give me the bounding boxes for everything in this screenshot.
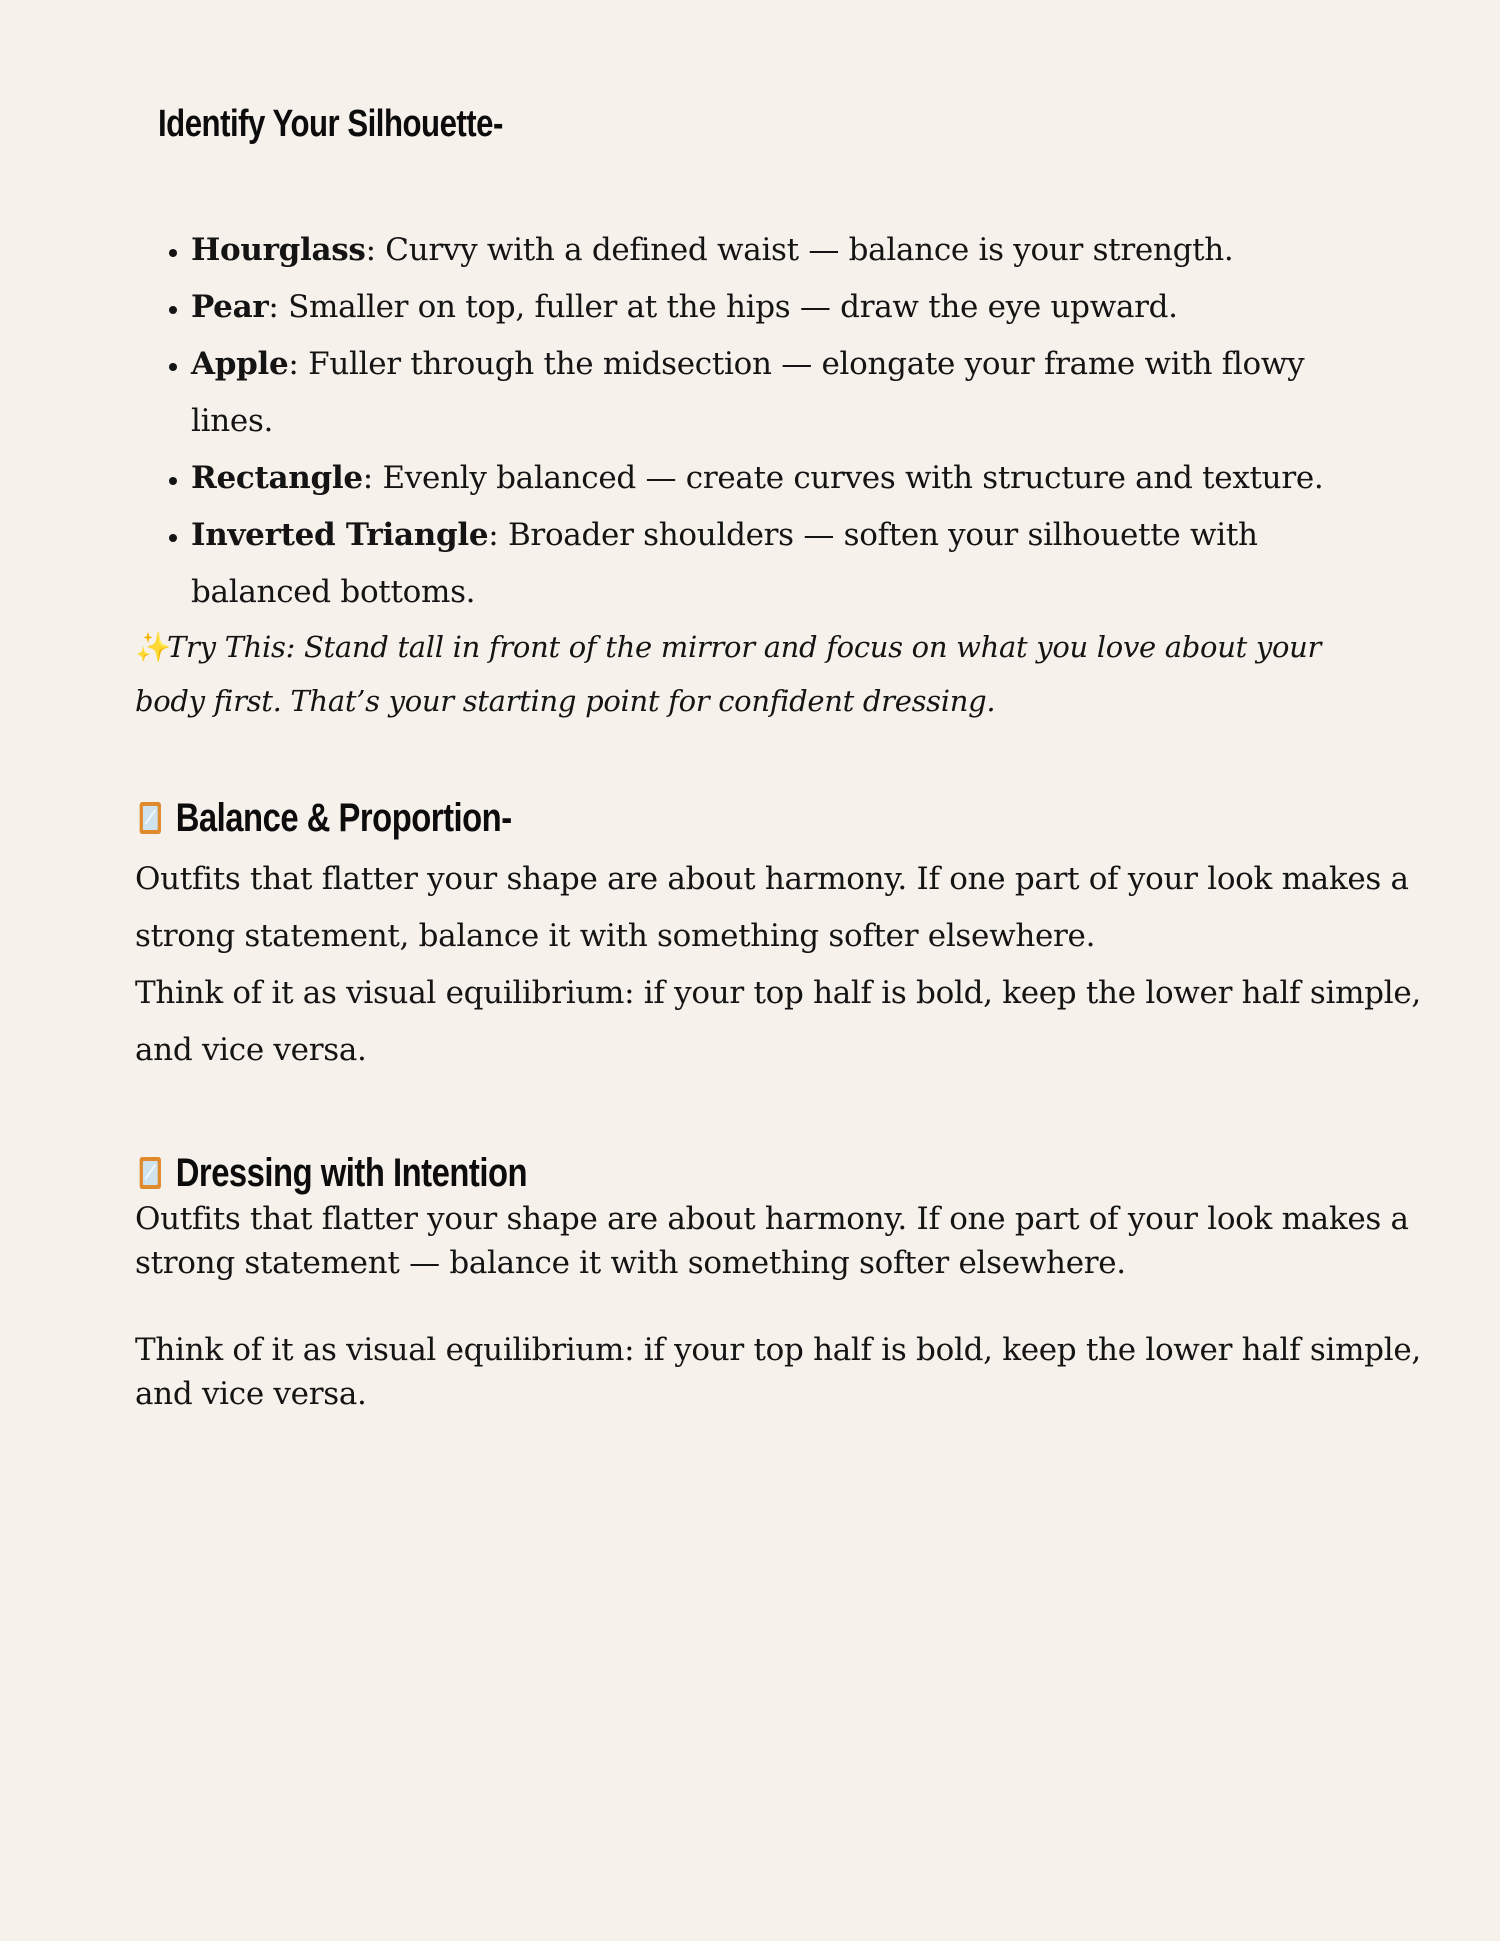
silhouette-heading: Identify Your Silhouette- — [158, 103, 503, 145]
balance-paragraph-1: Outfits that flatter your shape are about harmony. If one part of your look makes a strong statement, balance it with something softer elsewhere. — [135, 861, 1409, 954]
balance-heading: Balance & Proportion- — [175, 796, 512, 840]
shape-description: : Evenly balanced — create curves with structure and texture. — [362, 460, 1324, 496]
intention-heading: Dressing with Intention — [175, 1151, 528, 1195]
balance-heading-row — [138, 790, 512, 846]
shape-description: : Smaller on top, fuller at the hips — draw the eye upward. — [268, 289, 1178, 325]
shape-description: : Broader shoulders — soften your silhouette with balanced bottoms. — [191, 517, 1258, 610]
intention-heading-row — [138, 1145, 527, 1201]
shape-term-pear: Pear — [191, 289, 269, 325]
mirror-icon — [138, 800, 163, 836]
shape-description: : Curvy with a defined waist — balance is your strength. — [365, 232, 1234, 268]
tip-text: Try This: Stand tall in front of the mirror and focus on what you love about your body first. That’s your starting point for confident dressing. — [135, 630, 1322, 718]
shape-description: : Fuller through the midsection — elongate your frame with flowy lines. — [191, 346, 1305, 439]
shape-term-inverted-triangle: Inverted Triangle — [191, 517, 489, 553]
list-item — [191, 507, 1351, 621]
silhouette-list — [148, 222, 1351, 621]
balance-paragraph — [135, 851, 1425, 1079]
intention-paragraph-2: Think of it as visual equilibrium: if your top half is bold, keep the lower half simple, and vice versa. — [135, 1332, 1421, 1412]
shape-term-rectangle: Rectangle — [191, 460, 363, 496]
list-item — [191, 279, 1351, 336]
list-item — [191, 450, 1351, 507]
sparkle-icon: ✨ — [135, 630, 171, 664]
intention-paragraph-1: Outfits that flatter your shape are about harmony. If one part of your look makes a strong statement — balance it with something softer elsewhere. — [135, 1201, 1409, 1281]
list-item — [191, 222, 1351, 279]
balance-paragraph-2: Think of it as visual equilibrium: if your top half is bold, keep the lower half simple, and vice versa. — [135, 975, 1421, 1068]
shape-term-apple: Apple — [191, 346, 289, 382]
list-item — [191, 336, 1351, 450]
shape-term-hourglass: Hourglass — [191, 232, 366, 268]
mirror-icon — [138, 1155, 163, 1191]
try-this-tip — [135, 620, 1375, 728]
